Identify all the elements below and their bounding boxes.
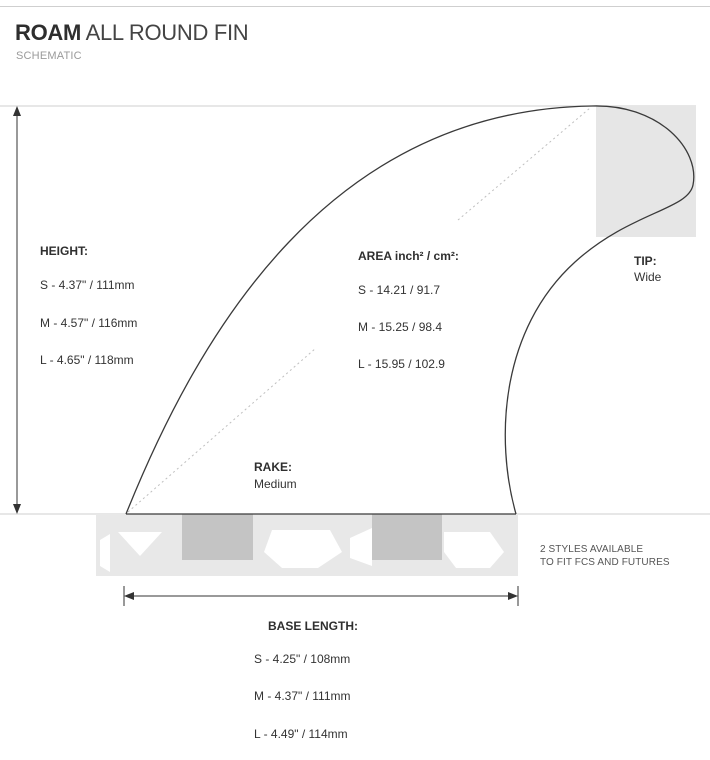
- area-heading: AREA inch² / cm²:: [358, 249, 459, 263]
- height-small: S - 4.37" / 111mm: [40, 278, 135, 292]
- height-large: L - 4.65" / 118mm: [40, 353, 134, 367]
- area-small: S - 14.21 / 91.7: [358, 283, 441, 297]
- fcs-tab: [182, 514, 253, 560]
- styles-note: [540, 543, 670, 569]
- styles-note-line2: TO FIT FCS AND FUTURES: [540, 557, 670, 568]
- base-length-arrow: [124, 586, 518, 606]
- base-cutout: [100, 534, 110, 572]
- base-length-large: L - 4.49" / 114mm: [254, 727, 348, 741]
- tip-value: Wide: [634, 270, 662, 284]
- height-heading: HEIGHT:: [40, 244, 88, 258]
- page-subtitle: SCHEMATIC: [16, 50, 82, 62]
- base-length-small: S - 4.25" / 108mm: [254, 652, 351, 666]
- area-medium: M - 15.25 / 98.4: [358, 320, 443, 334]
- height-medium: M - 4.57" / 116mm: [40, 316, 138, 330]
- base-length-heading: BASE LENGTH:: [268, 619, 358, 633]
- futures-tab: [372, 514, 442, 560]
- base-length-medium: M - 4.37" / 111mm: [254, 689, 351, 703]
- rake-heading: RAKE:: [254, 460, 292, 474]
- base-plate: [96, 514, 518, 576]
- area-large: L - 15.95 / 102.9: [358, 357, 445, 371]
- tip-heading: TIP:: [634, 254, 657, 268]
- rake-guide-line: [458, 108, 590, 220]
- title-model: ROAM: [15, 20, 82, 45]
- height-arrow: [13, 106, 21, 514]
- styles-note-line1: 2 STYLES AVAILABLE: [540, 544, 644, 555]
- rake-value: Medium: [254, 477, 297, 491]
- title-description: ALL ROUND FIN: [85, 20, 249, 45]
